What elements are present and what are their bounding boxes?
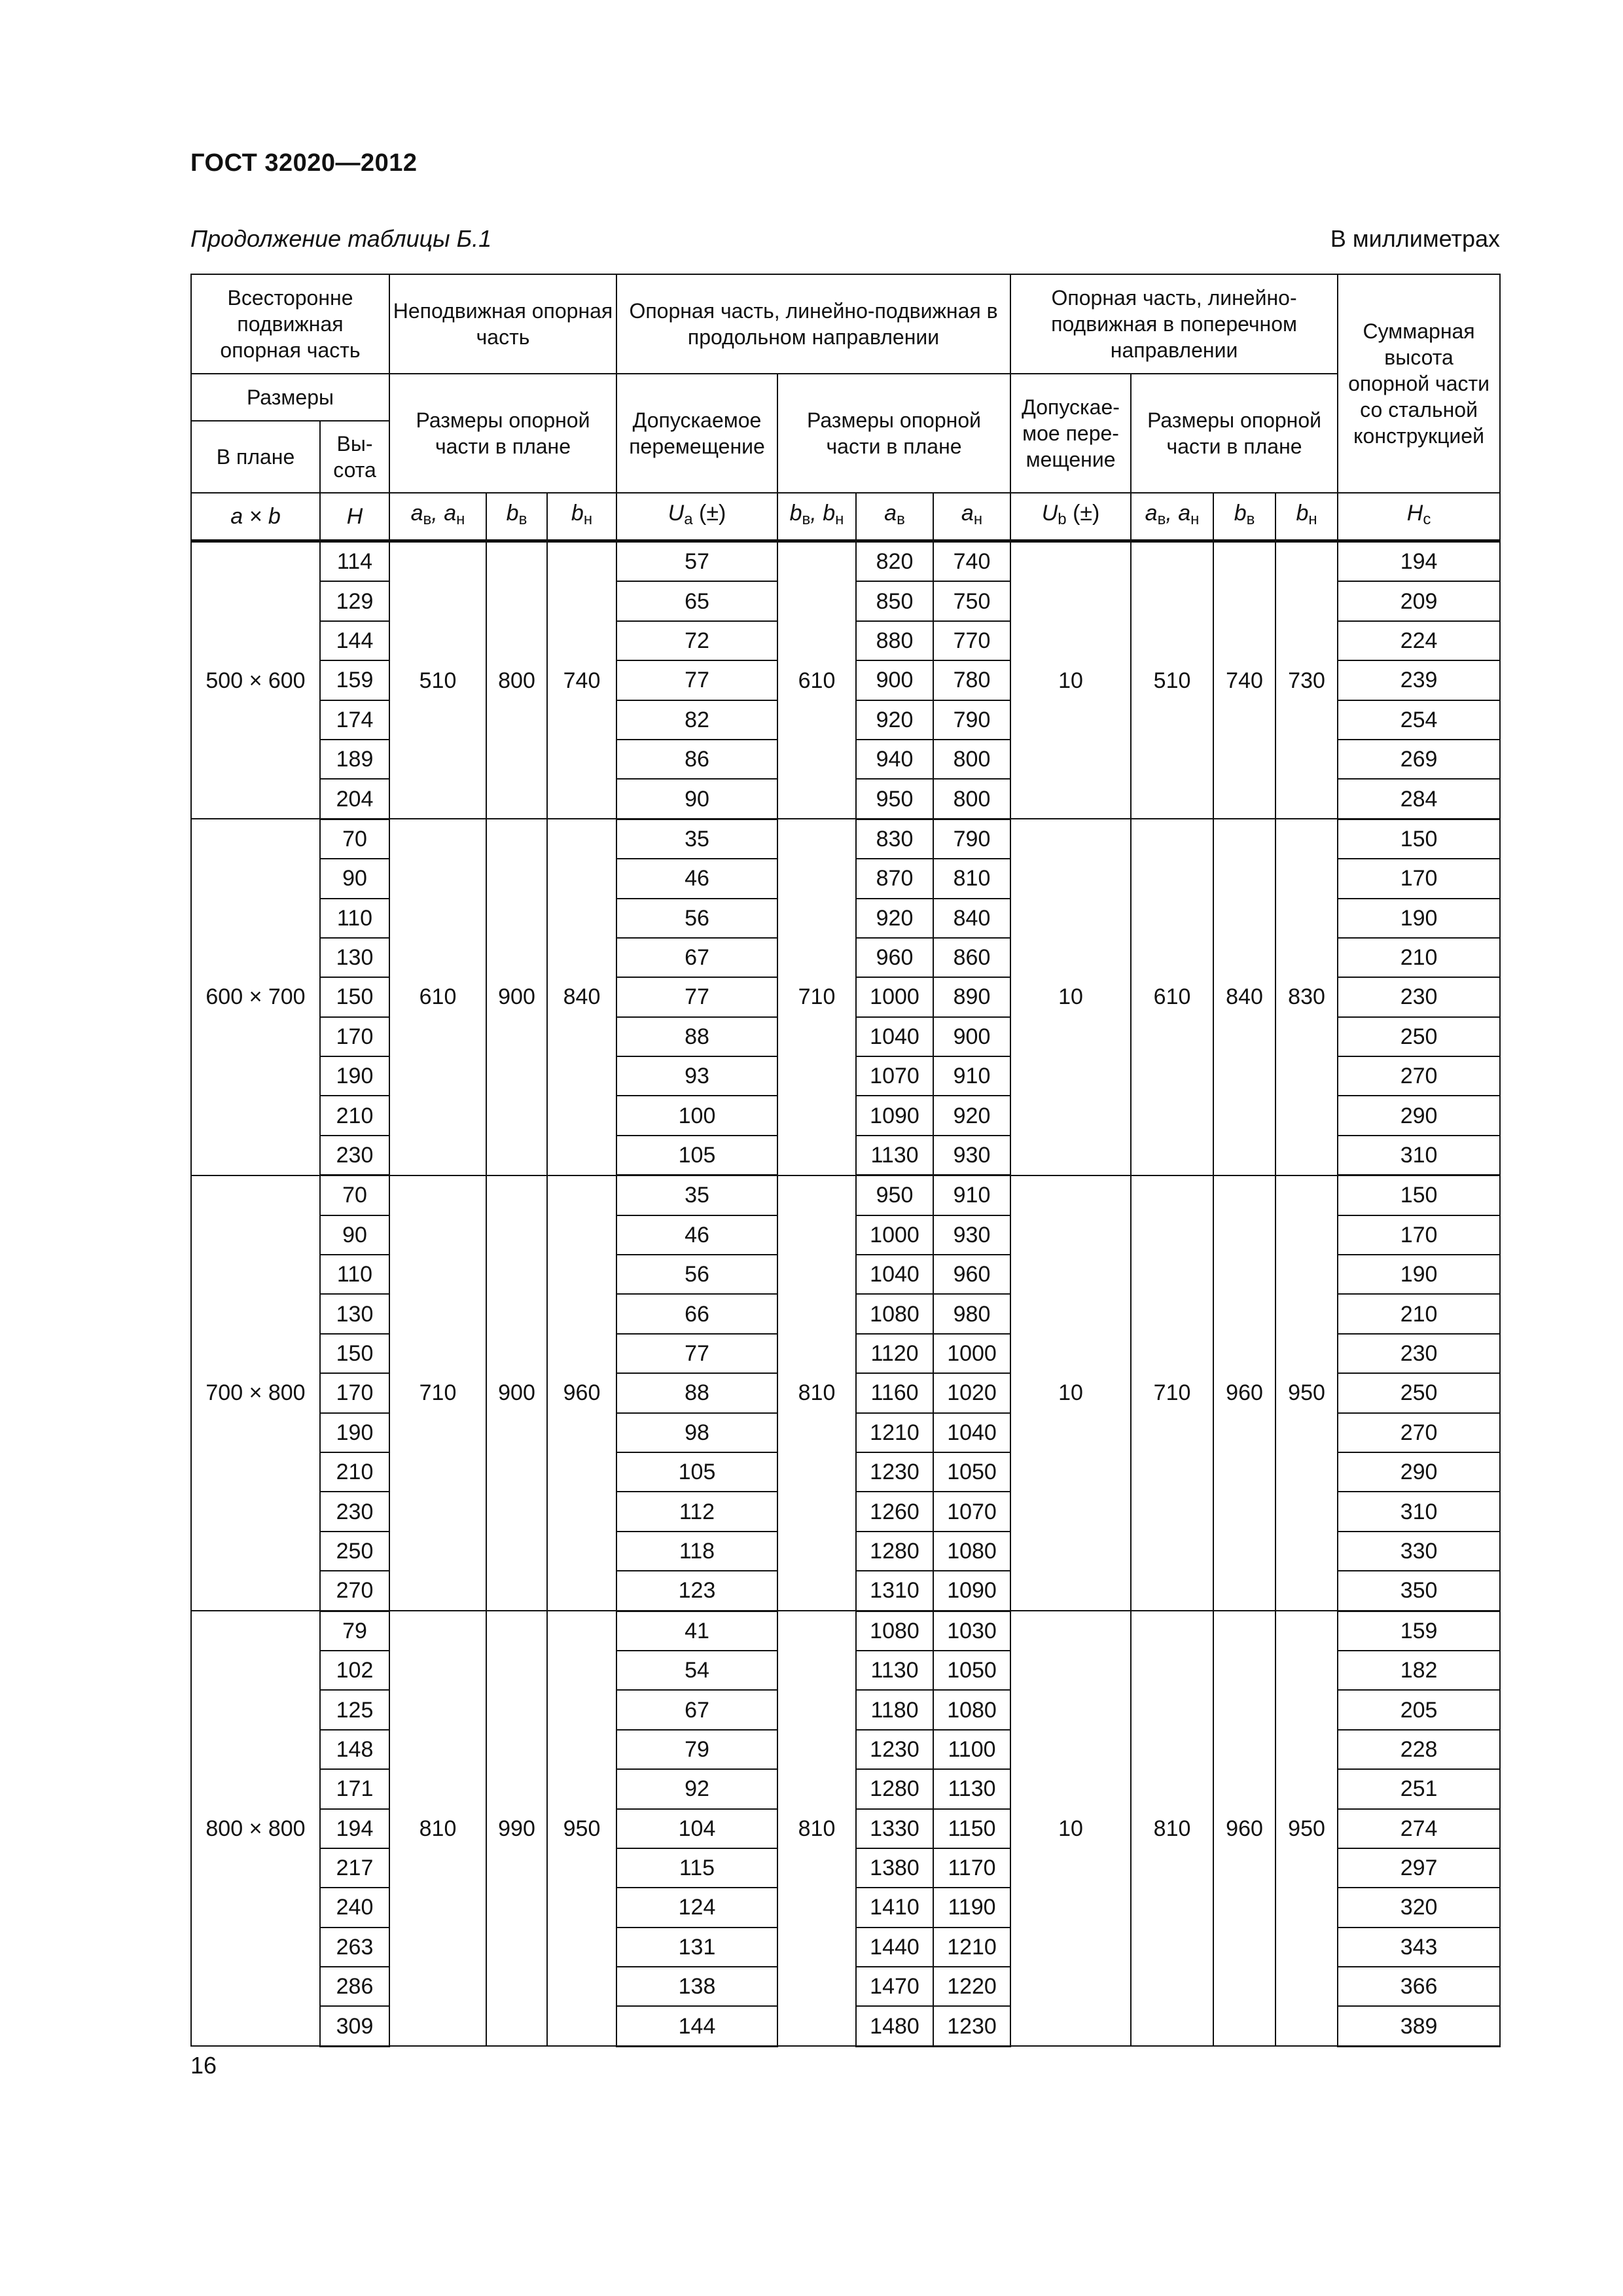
cell-height: 130 — [320, 1294, 389, 1333]
cell-longitudinal-movement: 124 — [616, 1888, 777, 1927]
cell-longitudinal-av: 830 — [856, 819, 933, 859]
cell-height: 217 — [320, 1848, 389, 1888]
cell-longitudinal-av: 1080 — [856, 1294, 933, 1333]
cell-longitudinal-av: 1040 — [856, 1255, 933, 1294]
cell-transverse-movement: 10 — [1010, 1175, 1131, 1611]
cell-longitudinal-an: 1230 — [933, 2006, 1010, 2046]
cell-longitudinal-av: 1440 — [856, 1928, 933, 1967]
cell-longitudinal-an: 800 — [933, 740, 1010, 779]
cell-total-height: 210 — [1338, 938, 1500, 977]
cell-longitudinal-an: 1150 — [933, 1809, 1010, 1848]
cell-transverse-bv: 740 — [1213, 541, 1275, 819]
cell-longitudinal-an: 1070 — [933, 1492, 1010, 1531]
cell-height: 174 — [320, 700, 389, 740]
cell-height: 130 — [320, 938, 389, 977]
cell-longitudinal-an: 900 — [933, 1017, 1010, 1056]
cell-longitudinal-av: 1160 — [856, 1373, 933, 1412]
cell-transverse-bn: 830 — [1275, 819, 1338, 1175]
cell-total-height: 170 — [1338, 1215, 1500, 1255]
cell-total-height: 182 — [1338, 1651, 1500, 1690]
cell-longitudinal-movement: 77 — [616, 977, 777, 1016]
cell-longitudinal-av: 850 — [856, 581, 933, 620]
cell-height: 144 — [320, 621, 389, 660]
cell-fixed-a: 810 — [389, 1611, 486, 2046]
cell-total-height: 230 — [1338, 1334, 1500, 1373]
cell-longitudinal-av: 950 — [856, 779, 933, 819]
cell-longitudinal-movement: 67 — [616, 938, 777, 977]
cell-height: 171 — [320, 1769, 389, 1808]
cell-longitudinal-av: 1230 — [856, 1452, 933, 1492]
cell-longitudinal-av: 880 — [856, 621, 933, 660]
cell-height: 170 — [320, 1373, 389, 1412]
cell-total-height: 270 — [1338, 1056, 1500, 1096]
symbol-longitudinal-an: $a_н$ — [933, 493, 1010, 541]
cell-longitudinal-movement: 131 — [616, 1928, 777, 1967]
cell-total-height: 209 — [1338, 581, 1500, 620]
cell-longitudinal-av: 900 — [856, 660, 933, 700]
page-number: 16 — [190, 2052, 217, 2079]
table-caption: Продолжение таблицы Б.1 — [190, 225, 492, 252]
cell-total-height: 250 — [1338, 1373, 1500, 1412]
cell-longitudinal-b: 610 — [777, 541, 856, 819]
cell-longitudinal-movement: 115 — [616, 1848, 777, 1888]
cell-height: 230 — [320, 1492, 389, 1531]
cell-transverse-bv: 960 — [1213, 1611, 1275, 2046]
cell-longitudinal-movement: 77 — [616, 660, 777, 700]
cell-longitudinal-movement: 90 — [616, 779, 777, 819]
header-in-plan: В плане — [191, 421, 320, 493]
cell-longitudinal-an: 1130 — [933, 1769, 1010, 1808]
cell-fixed-bv: 900 — [486, 1175, 547, 1611]
cell-height: 170 — [320, 1017, 389, 1056]
cell-total-height: 194 — [1338, 541, 1500, 582]
cell-height: 230 — [320, 1136, 389, 1175]
cell-longitudinal-movement: 77 — [616, 1334, 777, 1373]
cell-longitudinal-movement: 123 — [616, 1571, 777, 1611]
cell-fixed-bn: 740 — [547, 541, 616, 819]
cell-longitudinal-av: 820 — [856, 541, 933, 582]
cell-longitudinal-av: 1230 — [856, 1730, 933, 1769]
document-title: ГОСТ 32020—2012 — [190, 149, 418, 177]
symbol-longitudinal-av: $a_в$ — [856, 493, 933, 541]
cell-longitudinal-movement: 88 — [616, 1373, 777, 1412]
cell-total-height: 310 — [1338, 1492, 1500, 1531]
cell-longitudinal-movement: 57 — [616, 541, 777, 582]
header-transverse-bearing: Опорная часть, линейно-подвижная в поперечном направлении — [1010, 274, 1338, 374]
cell-longitudinal-movement: 41 — [616, 1611, 777, 1651]
cell-total-height: 343 — [1338, 1928, 1500, 1967]
symbols-row — [191, 493, 1500, 541]
symbol-fixed-a: $a_в$, $a_н$ — [389, 493, 486, 541]
cell-longitudinal-av: 1280 — [856, 1532, 933, 1571]
cell-transverse-a: 810 — [1131, 1611, 1213, 2046]
cell-longitudinal-an: 1080 — [933, 1690, 1010, 1729]
cell-total-height: 159 — [1338, 1611, 1500, 1651]
symbol-Hc: $H_c$ — [1338, 493, 1500, 541]
cell-longitudinal-an: 1090 — [933, 1571, 1010, 1611]
symbol-ab: a × b — [191, 493, 320, 541]
cell-longitudinal-movement: 100 — [616, 1096, 777, 1135]
cell-longitudinal-av: 1310 — [856, 1571, 933, 1611]
table-header — [191, 274, 1500, 541]
cell-transverse-a: 710 — [1131, 1175, 1213, 1611]
header-total-height: Суммарная высота опорной части со стальной конструкцией — [1338, 274, 1500, 493]
cell-plan-size: 600 × 700 — [191, 819, 320, 1175]
cell-total-height: 228 — [1338, 1730, 1500, 1769]
cell-transverse-movement: 10 — [1010, 541, 1131, 819]
cell-total-height: 330 — [1338, 1532, 1500, 1571]
cell-height: 309 — [320, 2006, 389, 2046]
cell-longitudinal-an: 750 — [933, 581, 1010, 620]
cell-height: 150 — [320, 977, 389, 1016]
cell-longitudinal-b: 710 — [777, 819, 856, 1175]
cell-longitudinal-an: 1050 — [933, 1651, 1010, 1690]
cell-longitudinal-an: 770 — [933, 621, 1010, 660]
cell-fixed-bn: 950 — [547, 1611, 616, 2046]
cell-longitudinal-an: 1210 — [933, 1928, 1010, 1967]
cell-total-height: 170 — [1338, 859, 1500, 898]
cell-longitudinal-movement: 79 — [616, 1730, 777, 1769]
cell-longitudinal-an: 1020 — [933, 1373, 1010, 1412]
cell-longitudinal-an: 960 — [933, 1255, 1010, 1294]
symbol-transverse-bv: $b_в$ — [1213, 493, 1275, 541]
cell-fixed-bv: 900 — [486, 819, 547, 1175]
cell-height: 270 — [320, 1571, 389, 1611]
cell-longitudinal-av: 1480 — [856, 2006, 933, 2046]
table-row — [191, 1611, 1500, 1651]
cell-longitudinal-an: 740 — [933, 541, 1010, 582]
cell-total-height: 230 — [1338, 977, 1500, 1016]
cell-longitudinal-av: 1000 — [856, 977, 933, 1016]
cell-longitudinal-movement: 35 — [616, 1175, 777, 1215]
cell-total-height: 320 — [1338, 1888, 1500, 1927]
cell-longitudinal-an: 890 — [933, 977, 1010, 1016]
cell-fixed-bn: 960 — [547, 1175, 616, 1611]
header-all-direction-bearing: Всесторонне подвижная опорная часть — [191, 274, 389, 374]
size-group — [191, 541, 1500, 819]
cell-longitudinal-movement: 105 — [616, 1136, 777, 1175]
cell-longitudinal-movement: 86 — [616, 740, 777, 779]
cell-height: 70 — [320, 819, 389, 859]
cell-plan-size: 800 × 800 — [191, 1611, 320, 2046]
cell-fixed-a: 610 — [389, 819, 486, 1175]
size-group — [191, 1611, 1500, 2046]
cell-longitudinal-movement: 66 — [616, 1294, 777, 1333]
cell-height: 79 — [320, 1611, 389, 1651]
cell-height: 194 — [320, 1809, 389, 1848]
cell-longitudinal-an: 930 — [933, 1136, 1010, 1175]
cell-longitudinal-movement: 65 — [616, 581, 777, 620]
cell-longitudinal-av: 1000 — [856, 1215, 933, 1255]
cell-total-height: 284 — [1338, 779, 1500, 819]
cell-longitudinal-an: 800 — [933, 779, 1010, 819]
cell-longitudinal-av: 1080 — [856, 1611, 933, 1651]
cell-longitudinal-an: 1000 — [933, 1334, 1010, 1373]
cell-total-height: 190 — [1338, 1255, 1500, 1294]
cell-transverse-a: 510 — [1131, 541, 1213, 819]
cell-total-height: 274 — [1338, 1809, 1500, 1848]
table-row — [191, 819, 1500, 859]
cell-longitudinal-movement: 54 — [616, 1651, 777, 1690]
cell-longitudinal-movement: 144 — [616, 2006, 777, 2046]
symbol-transverse-a: $a_в$, $a_н$ — [1131, 493, 1213, 541]
cell-longitudinal-movement: 138 — [616, 1967, 777, 2006]
cell-total-height: 254 — [1338, 700, 1500, 740]
cell-height: 102 — [320, 1651, 389, 1690]
cell-longitudinal-av: 1410 — [856, 1888, 933, 1927]
cell-height: 129 — [320, 581, 389, 620]
header-height: Вы-сота — [320, 421, 389, 493]
cell-total-height: 205 — [1338, 1690, 1500, 1729]
cell-longitudinal-an: 1040 — [933, 1413, 1010, 1452]
cell-longitudinal-av: 1130 — [856, 1136, 933, 1175]
cell-height: 263 — [320, 1928, 389, 1967]
symbol-fixed-bn: $b_н$ — [547, 493, 616, 541]
cell-longitudinal-an: 1220 — [933, 1967, 1010, 2006]
size-group — [191, 1175, 1500, 1611]
cell-total-height: 251 — [1338, 1769, 1500, 1808]
cell-total-height: 389 — [1338, 2006, 1500, 2046]
cell-fixed-bv: 990 — [486, 1611, 547, 2046]
cell-plan-size: 700 × 800 — [191, 1175, 320, 1611]
cell-longitudinal-b: 810 — [777, 1611, 856, 2046]
cell-height: 110 — [320, 1255, 389, 1294]
cell-longitudinal-movement: 72 — [616, 621, 777, 660]
cell-total-height: 269 — [1338, 740, 1500, 779]
cell-longitudinal-an: 1050 — [933, 1452, 1010, 1492]
cell-total-height: 310 — [1338, 1136, 1500, 1175]
cell-height: 210 — [320, 1096, 389, 1135]
units-note: В миллиметрах — [1330, 225, 1500, 252]
cell-longitudinal-an: 780 — [933, 660, 1010, 700]
cell-longitudinal-movement: 104 — [616, 1809, 777, 1848]
cell-longitudinal-av: 1210 — [856, 1413, 933, 1452]
cell-height: 190 — [320, 1056, 389, 1096]
cell-longitudinal-av: 1330 — [856, 1809, 933, 1848]
size-group — [191, 819, 1500, 1175]
cell-fixed-a: 710 — [389, 1175, 486, 1611]
header-transverse-movement: Допускае-мое пере-мещение — [1010, 374, 1131, 493]
cell-longitudinal-av: 1090 — [856, 1096, 933, 1135]
cell-longitudinal-av: 1070 — [856, 1056, 933, 1096]
header-sizes: Размеры — [191, 374, 389, 421]
header-fixed-bearing: Неподвижная опорная часть — [389, 274, 616, 374]
header-longitudinal-bearing: Опорная часть, линейно-подвижная в продольном направлении — [616, 274, 1010, 374]
cell-total-height: 290 — [1338, 1096, 1500, 1135]
cell-longitudinal-av: 1280 — [856, 1769, 933, 1808]
cell-transverse-movement: 10 — [1010, 819, 1131, 1175]
cell-longitudinal-an: 790 — [933, 819, 1010, 859]
symbol-fixed-bv: $b_в$ — [486, 493, 547, 541]
cell-plan-size: 500 × 600 — [191, 541, 320, 819]
cell-longitudinal-av: 1040 — [856, 1017, 933, 1056]
cell-total-height: 350 — [1338, 1571, 1500, 1611]
cell-total-height: 290 — [1338, 1452, 1500, 1492]
cell-total-height: 150 — [1338, 819, 1500, 859]
cell-longitudinal-av: 1380 — [856, 1848, 933, 1888]
cell-total-height: 239 — [1338, 660, 1500, 700]
table-row — [191, 541, 1500, 582]
cell-longitudinal-an: 1080 — [933, 1532, 1010, 1571]
header-transverse-plan-sizes: Размеры опорной части в плане — [1131, 374, 1338, 493]
cell-transverse-a: 610 — [1131, 819, 1213, 1175]
bearing-dimensions-table — [190, 274, 1501, 2047]
symbol-transverse-bn: $b_н$ — [1275, 493, 1338, 541]
cell-total-height: 270 — [1338, 1413, 1500, 1452]
cell-longitudinal-movement: 46 — [616, 1215, 777, 1255]
cell-longitudinal-an: 810 — [933, 859, 1010, 898]
cell-fixed-bn: 840 — [547, 819, 616, 1175]
cell-height: 159 — [320, 660, 389, 700]
cell-longitudinal-av: 950 — [856, 1175, 933, 1215]
cell-transverse-bn: 950 — [1275, 1611, 1338, 2046]
symbol-H: H — [320, 493, 389, 541]
cell-height: 250 — [320, 1532, 389, 1571]
cell-longitudinal-movement: 35 — [616, 819, 777, 859]
cell-longitudinal-av: 1130 — [856, 1651, 933, 1690]
header-fixed-plan-sizes: Размеры опорной части в плане — [389, 374, 616, 493]
cell-longitudinal-movement: 92 — [616, 1769, 777, 1808]
cell-transverse-bn: 950 — [1275, 1175, 1338, 1611]
symbol-Ua: $U_a$ (±) — [616, 493, 777, 541]
cell-longitudinal-movement: 46 — [616, 859, 777, 898]
cell-longitudinal-movement: 88 — [616, 1017, 777, 1056]
cell-height: 110 — [320, 899, 389, 938]
cell-longitudinal-av: 1180 — [856, 1690, 933, 1729]
header-longitudinal-movement: Допускаемое перемещение — [616, 374, 777, 493]
cell-transverse-bv: 840 — [1213, 819, 1275, 1175]
cell-longitudinal-av: 940 — [856, 740, 933, 779]
symbol-Ub: $U_b$ (±) — [1010, 493, 1131, 541]
cell-longitudinal-av: 920 — [856, 700, 933, 740]
cell-height: 125 — [320, 1690, 389, 1729]
cell-longitudinal-an: 920 — [933, 1096, 1010, 1135]
cell-height: 204 — [320, 779, 389, 819]
cell-total-height: 150 — [1338, 1175, 1500, 1215]
cell-transverse-bn: 730 — [1275, 541, 1338, 819]
cell-total-height: 250 — [1338, 1017, 1500, 1056]
cell-height: 70 — [320, 1175, 389, 1215]
cell-longitudinal-an: 980 — [933, 1294, 1010, 1333]
cell-longitudinal-movement: 67 — [616, 1690, 777, 1729]
cell-height: 150 — [320, 1334, 389, 1373]
cell-fixed-a: 510 — [389, 541, 486, 819]
header-longitudinal-plan-sizes: Размеры опорной части в плане — [777, 374, 1010, 493]
cell-total-height: 190 — [1338, 899, 1500, 938]
cell-total-height: 297 — [1338, 1848, 1500, 1888]
cell-longitudinal-av: 1120 — [856, 1334, 933, 1373]
cell-total-height: 210 — [1338, 1294, 1500, 1333]
cell-longitudinal-an: 840 — [933, 899, 1010, 938]
cell-height: 90 — [320, 859, 389, 898]
cell-longitudinal-movement: 56 — [616, 1255, 777, 1294]
cell-total-height: 366 — [1338, 1967, 1500, 2006]
cell-longitudinal-an: 930 — [933, 1215, 1010, 1255]
cell-longitudinal-an: 910 — [933, 1175, 1010, 1215]
cell-transverse-bv: 960 — [1213, 1175, 1275, 1611]
symbol-longitudinal-b: $b_в$, $b_н$ — [777, 493, 856, 541]
cell-longitudinal-b: 810 — [777, 1175, 856, 1611]
cell-total-height: 224 — [1338, 621, 1500, 660]
cell-longitudinal-movement: 112 — [616, 1492, 777, 1531]
cell-longitudinal-an: 1170 — [933, 1848, 1010, 1888]
cell-longitudinal-an: 910 — [933, 1056, 1010, 1096]
cell-longitudinal-movement: 118 — [616, 1532, 777, 1571]
cell-longitudinal-an: 1190 — [933, 1888, 1010, 1927]
cell-longitudinal-movement: 105 — [616, 1452, 777, 1492]
cell-longitudinal-av: 960 — [856, 938, 933, 977]
cell-height: 190 — [320, 1413, 389, 1452]
table-row — [191, 1175, 1500, 1215]
cell-longitudinal-an: 1030 — [933, 1611, 1010, 1651]
cell-height: 148 — [320, 1730, 389, 1769]
cell-height: 114 — [320, 541, 389, 582]
cell-longitudinal-movement: 93 — [616, 1056, 777, 1096]
cell-height: 240 — [320, 1888, 389, 1927]
cell-height: 286 — [320, 1967, 389, 2006]
cell-longitudinal-av: 1470 — [856, 1967, 933, 2006]
cell-height: 90 — [320, 1215, 389, 1255]
cell-longitudinal-an: 860 — [933, 938, 1010, 977]
cell-height: 189 — [320, 740, 389, 779]
cell-fixed-bv: 800 — [486, 541, 547, 819]
cell-longitudinal-an: 1100 — [933, 1730, 1010, 1769]
cell-longitudinal-movement: 82 — [616, 700, 777, 740]
cell-longitudinal-an: 790 — [933, 700, 1010, 740]
cell-longitudinal-movement: 56 — [616, 899, 777, 938]
cell-height: 210 — [320, 1452, 389, 1492]
cell-transverse-movement: 10 — [1010, 1611, 1131, 2046]
cell-longitudinal-av: 1260 — [856, 1492, 933, 1531]
cell-longitudinal-av: 870 — [856, 859, 933, 898]
cell-longitudinal-av: 920 — [856, 899, 933, 938]
cell-longitudinal-movement: 98 — [616, 1413, 777, 1452]
